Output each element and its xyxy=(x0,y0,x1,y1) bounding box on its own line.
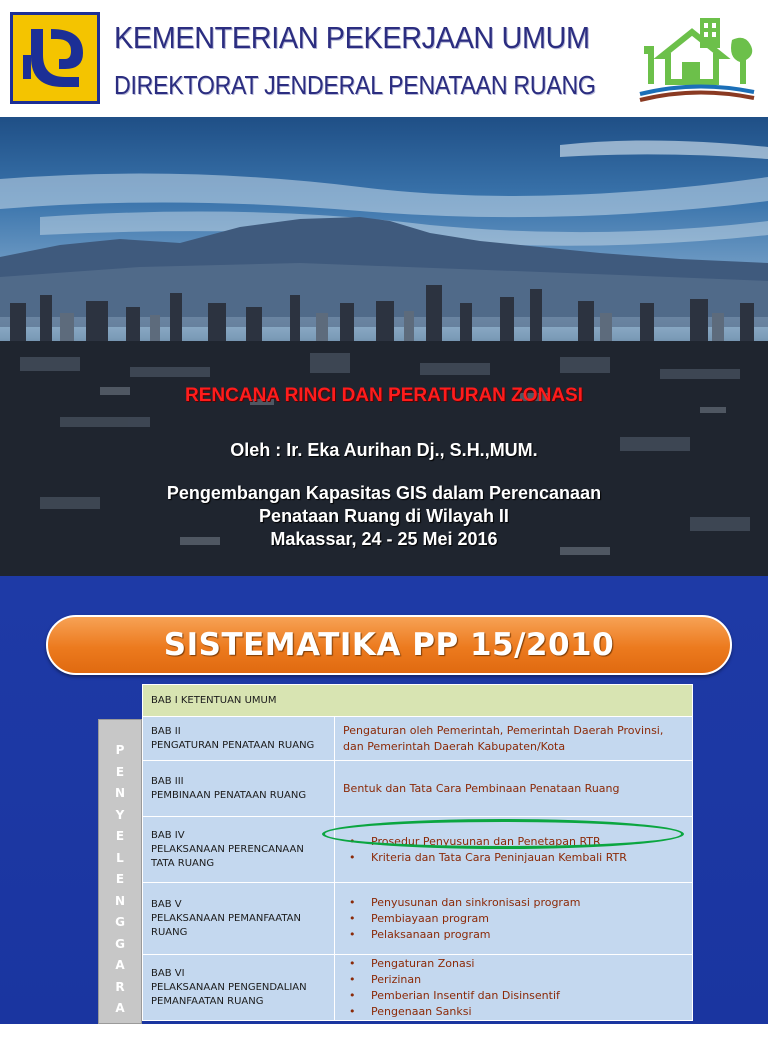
content-text: Pengaturan oleh Pemerintah, Pemerintah Daerah Provinsi, xyxy=(343,723,692,739)
penyelenggaraan-side-label xyxy=(98,719,142,1024)
chapter-cell xyxy=(143,883,335,955)
chapter-text: TATA RUANG xyxy=(151,857,334,871)
chapter-cell xyxy=(143,761,335,817)
event-line-2: Penataan Ruang di Wilayah II xyxy=(0,505,768,528)
chapter-text: PELAKSANAAN PERENCANAAN xyxy=(151,843,334,857)
side-letter: N xyxy=(99,783,141,805)
chapter-cell xyxy=(143,955,335,1021)
slide2-title: SISTEMATIKA PP 15/2010 xyxy=(48,627,730,663)
table-row xyxy=(143,685,693,717)
city-skyline-photo xyxy=(0,117,768,576)
chapter-cell xyxy=(143,685,693,717)
side-letter: A xyxy=(99,998,141,1020)
bullet-item: • Pelaksanaan program xyxy=(343,927,692,943)
chapter-text: RUANG xyxy=(151,926,334,940)
side-letters xyxy=(99,740,141,1041)
chapter-text: BAB VI xyxy=(151,967,334,981)
bullet-item: • Kriteria dan Tata Cara Peninjauan Kembali RTR xyxy=(343,850,692,866)
tata-ruang-house-logo-icon xyxy=(636,10,758,106)
content-cell xyxy=(335,761,693,817)
event-line-1: Pengembangan Kapasitas GIS dalam Perencanaan xyxy=(0,482,768,505)
chapter-text: PELAKSANAAN PEMANFAATAN xyxy=(151,912,334,926)
bullet-item: • Pemberian Insentif dan Disinsentif xyxy=(343,988,692,1004)
directorate-name: DIREKTORAT JENDERAL PENATAAN RUANG xyxy=(114,70,577,101)
ministry-name: KEMENTERIAN PEKERJAAN UMUM xyxy=(114,20,598,56)
chapter-text: PELAKSANAAN PENGENDALIAN xyxy=(151,981,334,995)
sistematika-table xyxy=(142,684,693,1021)
side-letter: A xyxy=(99,955,141,977)
chapter-text: PEMANFAATAN RUANG xyxy=(151,995,334,1009)
content-text: dan Pemerintah Daerah Kabupaten/Kota xyxy=(343,739,692,755)
bullet-item: • Prosedur Penyusunan dan Penetapan RTR xyxy=(343,834,692,850)
pu-ministry-logo-icon xyxy=(10,12,100,104)
chapter-text: BAB II xyxy=(151,725,334,739)
slide2 xyxy=(0,576,768,1024)
chapter-text: PEMBINAAN PENATAAN RUANG xyxy=(151,789,334,803)
event-info xyxy=(0,482,768,551)
content-cell xyxy=(335,955,693,1021)
presentation-title: RENCANA RINCI DAN PERATURAN ZONASI xyxy=(0,385,768,407)
bullet-list xyxy=(343,895,692,943)
chapter-text: BAB IV xyxy=(151,829,334,843)
side-letter: L xyxy=(99,848,141,870)
bullet-list xyxy=(343,956,692,1020)
table-row xyxy=(143,761,693,817)
highlight-ellipse xyxy=(322,819,684,849)
chapter-text: PENGATURAN PENATAAN RUANG xyxy=(151,739,334,753)
event-line-3: Makassar, 24 - 25 Mei 2016 xyxy=(0,528,768,551)
side-letter: E xyxy=(99,869,141,891)
bullet-item: • Perizinan xyxy=(343,972,692,988)
table-row xyxy=(143,883,693,955)
bullet-item: • Pengaturan Zonasi xyxy=(343,956,692,972)
side-letter: G xyxy=(99,912,141,934)
content-cell xyxy=(335,717,693,761)
chapter-cell xyxy=(143,817,335,883)
side-letter: E xyxy=(99,826,141,848)
side-letter: E xyxy=(99,762,141,784)
side-letter: Y xyxy=(99,805,141,827)
content-text: Bentuk dan Tata Cara Pembinaan Penataan Ruang xyxy=(343,781,692,797)
table-row xyxy=(143,717,693,761)
side-letter: R xyxy=(99,977,141,999)
bullet-item: • Penyusunan dan sinkronisasi program xyxy=(343,895,692,911)
content-cell xyxy=(335,883,693,955)
presenter-line: Oleh : Ir. Eka Aurihan Dj., S.H.,MUM. xyxy=(0,440,768,461)
chapter-text: BAB III xyxy=(151,775,334,789)
bullet-item: • Pembiayaan program xyxy=(343,911,692,927)
bullet-item: • Pengenaan Sanksi xyxy=(343,1004,692,1020)
slide1-header xyxy=(0,0,768,117)
side-letter: P xyxy=(99,740,141,762)
chapter-cell xyxy=(143,717,335,761)
table-row xyxy=(143,955,693,1021)
side-letter: N xyxy=(99,891,141,913)
side-letter: G xyxy=(99,934,141,956)
chapter-text: BAB I KETENTUAN UMUM xyxy=(151,694,692,708)
side-letter: A xyxy=(99,1020,141,1041)
chapter-text: BAB V xyxy=(151,898,334,912)
slide2-title-banner xyxy=(46,615,732,675)
